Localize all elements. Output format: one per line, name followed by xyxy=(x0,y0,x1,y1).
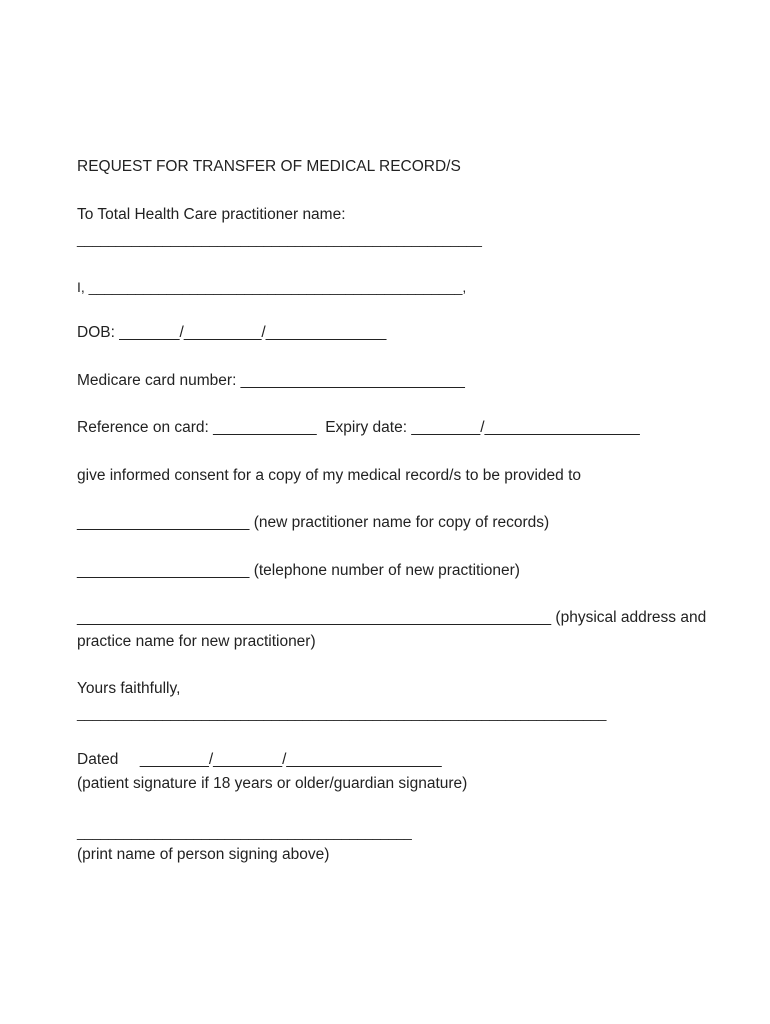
signature-blank: ____________________________________________________________________ xyxy=(77,705,607,721)
print-name-caption: (print name of person signing above) xyxy=(77,846,330,863)
address-line-2: practice name for new practitioner) xyxy=(77,633,316,650)
medicare-number-line: Medicare card number: __________________________ xyxy=(77,372,465,389)
signature-caption: (patient signature if 18 years or older/guardian signature) xyxy=(77,775,468,792)
telephone-line: ____________________ (telephone number of new practitioner) xyxy=(77,562,520,579)
reference-expiry-line: Reference on card: ____________ Expiry date: ________/__________________ xyxy=(77,419,640,436)
new-practitioner-name-line: ____________________ (new practitioner name for copy of records) xyxy=(77,514,550,531)
dated-line: Dated ________/________/__________________ xyxy=(77,751,442,768)
print-name-blank: ___________________________________________ xyxy=(77,824,412,840)
dob-line: DOB: _______/_________/______________ xyxy=(77,324,387,341)
to-practitioner-blank: ____________________________________________________ xyxy=(77,231,482,247)
document-title: REQUEST FOR TRANSFER OF MEDICAL RECORD/S xyxy=(77,158,461,175)
yours-faithfully: Yours faithfully, xyxy=(77,680,181,697)
to-practitioner-label: To Total Health Care practitioner name: xyxy=(77,206,346,223)
consent-statement: give informed consent for a copy of my medical record/s to be provided to xyxy=(77,467,581,484)
address-line-1: _______________________________________________________ (physical address and xyxy=(77,609,707,626)
patient-name-line: I, ________________________________________________, xyxy=(77,279,467,295)
